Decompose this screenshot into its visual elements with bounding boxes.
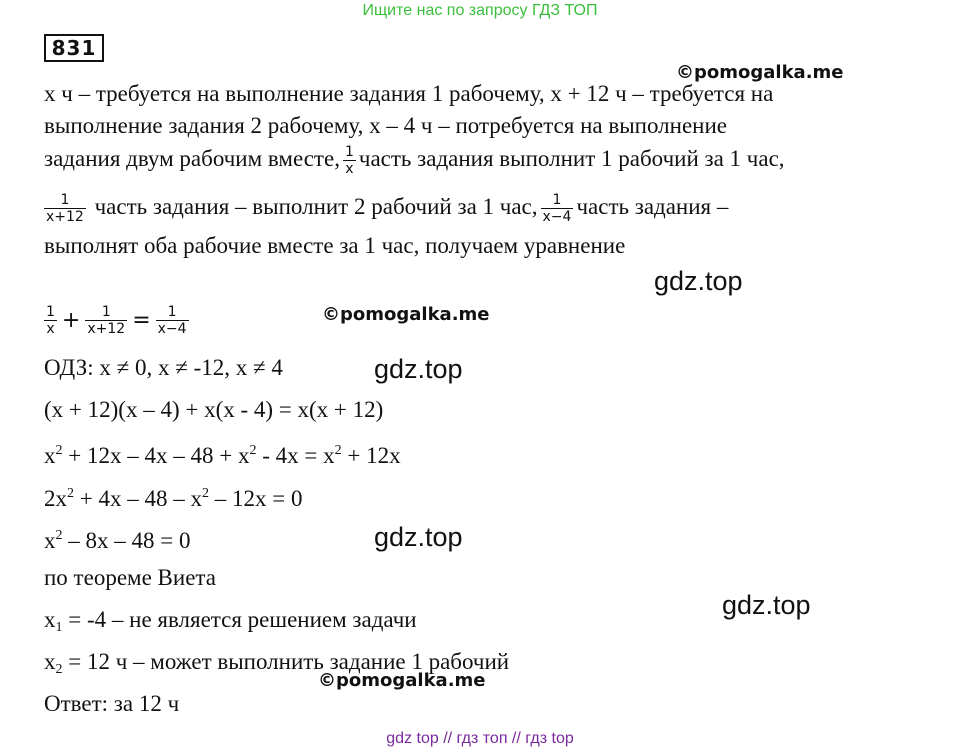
exponent: 2: [55, 528, 63, 543]
equation-fraction-1: [44, 304, 57, 337]
equation-fraction-2: [85, 304, 127, 337]
watermark-gdz: gdz.top: [654, 266, 743, 296]
step-2-part: x: [44, 443, 56, 468]
exponent: 2: [55, 443, 63, 458]
fraction-numerator: 1: [344, 144, 354, 160]
subscript: 1: [55, 620, 63, 635]
intro-line-4: [44, 192, 728, 225]
vieta-line: по теореме Виета: [44, 565, 216, 590]
root-2-text: = 12 ч – может выполнить задание 1 рабочий: [62, 649, 510, 674]
task-number: 831: [44, 34, 104, 62]
answer-line: Ответ: за 12 ч: [44, 691, 180, 716]
intro-line-4-text-b: часть задания –: [576, 193, 729, 219]
exponent: 2: [249, 443, 257, 458]
fraction-denominator: x+12: [46, 209, 84, 225]
watermark-pomogalka: ©pomogalka.me: [322, 304, 490, 325]
subscript: 2: [55, 662, 63, 677]
intro-line-3-text-b: часть задания выполнит 1 рабочий за 1 час,: [358, 145, 785, 171]
fraction-numerator: 1: [85, 304, 127, 321]
intro-line-3: [44, 144, 785, 177]
exponent: 2: [201, 486, 209, 501]
intro-line-4-text-a: часть задания – выполнит 2 рабочий за 1 час,: [94, 193, 538, 219]
fraction-numerator: 1: [156, 304, 189, 321]
intro-line-5: выполнят оба рабочие вместе за 1 час, получаем уравнение: [44, 233, 626, 258]
fraction-denominator: x−4: [542, 209, 572, 225]
plus-sign: +: [61, 307, 81, 333]
step-4-part: x: [44, 528, 56, 553]
exponent: 2: [334, 443, 342, 458]
step-3-part: 2x: [44, 486, 67, 511]
step-3-part: + 4x – 48 – x: [74, 486, 202, 511]
step-2-part: + 12x – 4x – 48 + x: [62, 443, 250, 468]
fraction-denominator: x: [345, 161, 354, 177]
main-equation: [44, 304, 192, 337]
fraction-1-over-x-plus-12: [44, 192, 86, 225]
step-2-part: + 12x: [341, 443, 401, 468]
fraction-numerator: 1: [46, 304, 55, 320]
equals-sign: =: [132, 307, 151, 333]
watermark-gdz: gdz.top: [374, 354, 463, 384]
watermark-gdz: gdz.top: [374, 522, 463, 552]
fraction-denominator: x: [46, 321, 55, 337]
fraction-numerator: 1: [541, 192, 574, 209]
root-1-text: = -4 – не является решением задачи: [62, 607, 417, 632]
exponent: 2: [67, 486, 74, 501]
root-2-var: x: [44, 649, 56, 674]
step-4-part: – 8x – 48 = 0: [62, 528, 191, 553]
equation-fraction-3: [156, 304, 189, 337]
root-1: [44, 606, 417, 642]
fraction-1-over-x: [343, 144, 356, 177]
footer-links[interactable]: gdz top // гдз топ // гдз top: [386, 730, 574, 747]
fraction-denominator: x−4: [157, 321, 187, 337]
intro-line-2: выполнение задания 2 рабочему, x – 4 ч – потребуется на выполнение: [44, 113, 728, 138]
step-2-part: - 4x = x: [256, 443, 335, 468]
fraction-numerator: 1: [44, 192, 86, 209]
watermark-pomogalka: ©pomogalka.me: [676, 62, 844, 83]
odz-line: ОДЗ: x ≠ 0, x ≠ -12, x ≠ 4: [44, 355, 283, 380]
fraction-denominator: x+12: [87, 321, 126, 337]
intro-line-3-text-a: задания двум рабочим вместе,: [44, 145, 340, 171]
intro-line-1: x ч – требуется на выполнение задания 1 рабочему, x + 12 ч – требуется на: [44, 81, 774, 106]
step-2: [44, 437, 401, 470]
watermark-gdz: gdz.top: [722, 590, 811, 620]
root-1-var: x: [44, 607, 56, 632]
step-3: [44, 480, 302, 513]
step-4: [44, 522, 190, 555]
step-1: (x + 12)(x – 4) + x(x - 4) = x(x + 12): [44, 397, 384, 422]
fraction-1-over-x-minus-4: [541, 192, 574, 225]
step-3-part: – 12x = 0: [208, 486, 303, 511]
watermark-pomogalka: ©pomogalka.me: [318, 670, 486, 691]
top-banner: Ищите нас по запросу ГДЗ ТОП: [362, 2, 598, 19]
